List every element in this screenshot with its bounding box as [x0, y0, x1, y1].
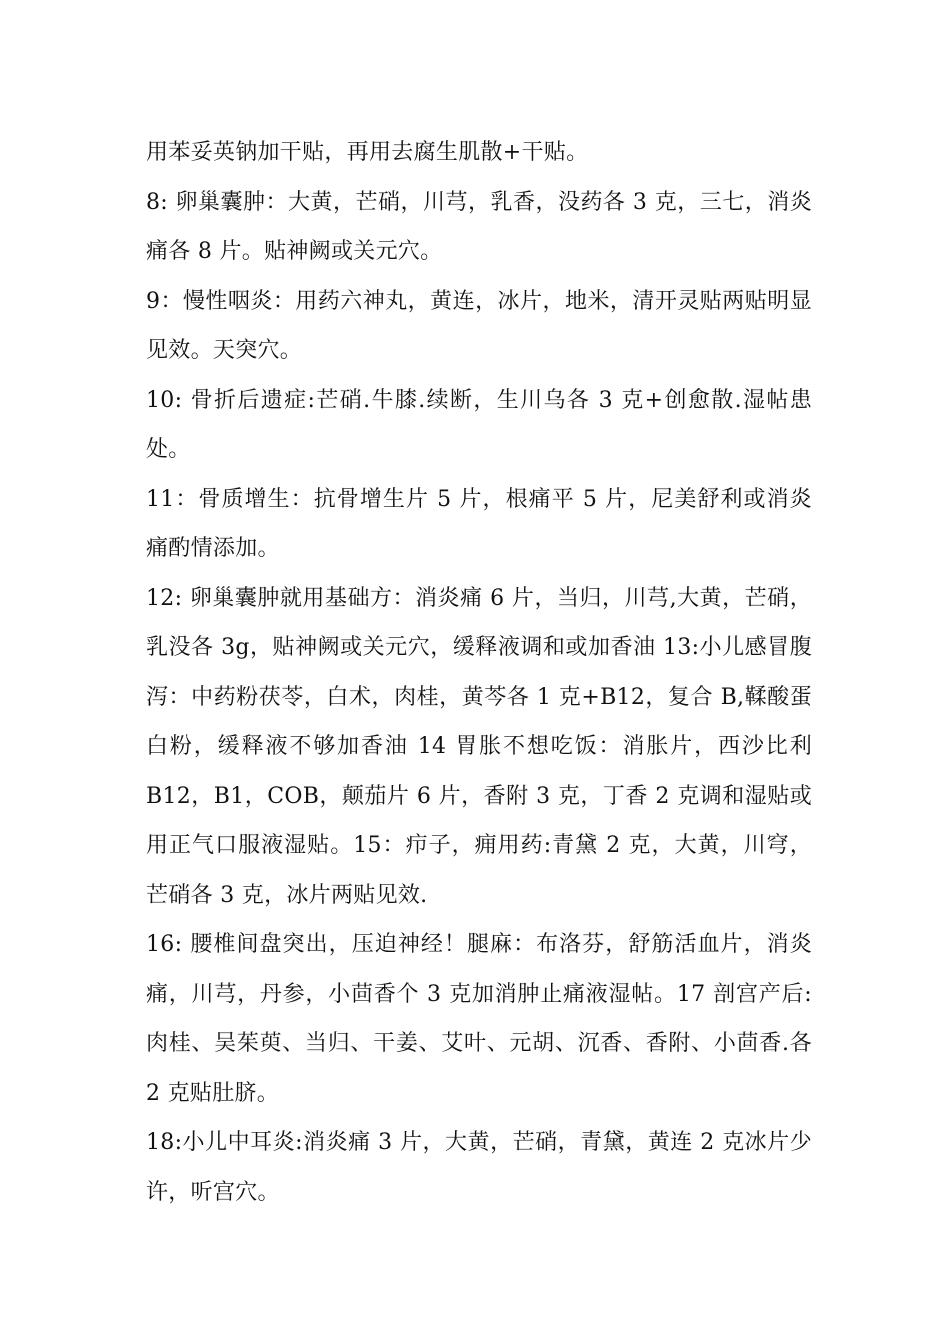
paragraph-item-10: 10: 骨折后遗症:芒硝.牛膝.续断，生川乌各 3 克+创愈散.湿帖患处。: [146, 387, 812, 462]
paragraph-item-16: 16: 腰椎间盘突出，压迫神经！腿麻：布洛芬，舒筋活血片，消炎痛，川芎，丹参，小茴香个 3 克加消肿止痛液湿帖。17 剖宫产后:肉桂、吴茱萸、当归、干姜、艾叶、元胡、沉香、香附、小茴香.各 2 克贴肚脐。: [146, 932, 812, 1106]
paragraph-item-12: 12: 卵巢囊肿就用基础方：消炎痛 6 片，当归，川芎,大黄，芒硝，乳没各 3g，贴神阙或关元穴，缓释液调和或加香油 13:小儿感冒腹泻：中药粉茯苓，白术，肉桂，黄芩各 1 克+B12，复合 B,鞣酸蛋白粉，缓释液不够加香油 14 胃胀不想吃饭：消胀片，西沙比利 B12，B1，COB，颠茄片 6 片，香附 3 克，丁香 2 克调和湿贴或用正气口服液湿贴。15：疖子，痈用药:青黛 2 克，大黄，川穹，芒硝各 3 克，冰片两贴见效.: [146, 585, 812, 908]
paragraph-item-18: 18:小儿中耳炎:消炎痛 3 片，大黄，芒硝，青黛，黄连 2 克冰片少许，听宫穴。: [146, 1130, 812, 1205]
paragraph-continuation: 用苯妥英钠加干贴，再用去腐生肌散+干贴。: [146, 140, 589, 165]
paragraph-item-11: 11：骨质增生：抗骨增生片 5 片，根痛平 5 片，尼美舒利或消炎痛酌情添加。: [146, 486, 812, 561]
document-body: [146, 128, 812, 1217]
paragraph-item-8: 8: 卵巢囊肿：大黄，芒硝，川芎，乳香，没药各 3 克，三七，消炎痛各 8 片。贴神阙或关元穴。: [146, 189, 812, 264]
paragraph-item-9: 9：慢性咽炎：用药六神丸，黄连，冰片，地米，清开灵贴两贴明显见效。天突穴。: [146, 288, 812, 363]
